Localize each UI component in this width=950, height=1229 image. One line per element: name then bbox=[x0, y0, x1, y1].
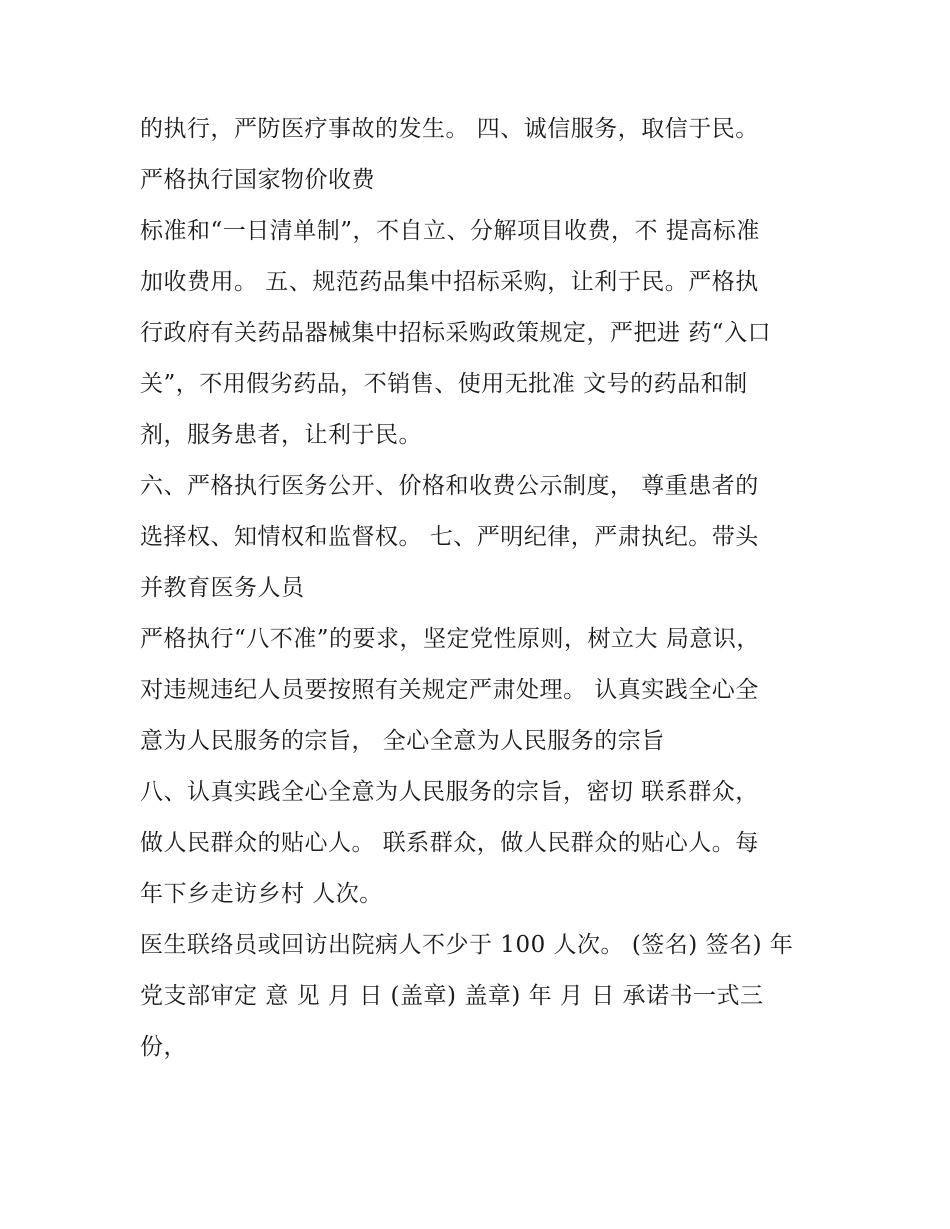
text-line: 行政府有关药品器械集中招标采购政策规定，严把进 药“入口 bbox=[140, 320, 772, 346]
text-line: 并教育医务人员 bbox=[140, 575, 305, 601]
text-line: 对违规违纪人员要按照有关规定严肃处理。 认真实践全心全 bbox=[140, 677, 759, 703]
text-line: 加收费用。 五、规范药品集中招标采购，让利于民。严格执 bbox=[140, 269, 759, 295]
text-line: 关”，不用假劣药品，不销售、使用无批准 文号的药品和制 bbox=[140, 371, 748, 397]
text-line: 的执行，严防医疗事故的发生。 四、诚信服务，取信于民。 bbox=[140, 116, 759, 142]
text-line: 党支部审定 意 见 月 日 (盖章) 盖章) 年 月 日 承诺书一式三 bbox=[140, 983, 764, 1009]
text-line: 年下乡走访乡村 人次。 bbox=[140, 881, 383, 907]
text-line: 份， bbox=[140, 1034, 187, 1060]
text-line: 做人民群众的贴心人。 联系群众，做人民群众的贴心人。每 bbox=[140, 830, 759, 856]
text-line: 六、严格执行医务公开、价格和收费公示制度， 尊重患者的 bbox=[140, 473, 759, 499]
text-line: 选择权、知情权和监督权。 七、严明纪律，严肃执纪。带头 bbox=[140, 524, 759, 550]
text-line: 医生联络员或回访出院病人不少于 100 人次。 (签名) 签名) 年 bbox=[140, 932, 794, 958]
text-line: 严格执行国家物价收费 bbox=[140, 167, 375, 193]
text-line: 意为人民服务的宗旨， 全心全意为人民服务的宗旨 bbox=[140, 728, 665, 754]
text-line: 八、认真实践全心全意为人民服务的宗旨，密切 联系群众， bbox=[140, 779, 759, 805]
text-line: 剂，服务患者，让利于民。 bbox=[140, 422, 422, 448]
text-line: 标准和“一日清单制”，不自立、分解项目收费，不 提高标准 bbox=[140, 218, 760, 244]
text-line: 严格执行“八不准”的要求，坚定党性原则，树立大 局意识， bbox=[140, 626, 760, 652]
